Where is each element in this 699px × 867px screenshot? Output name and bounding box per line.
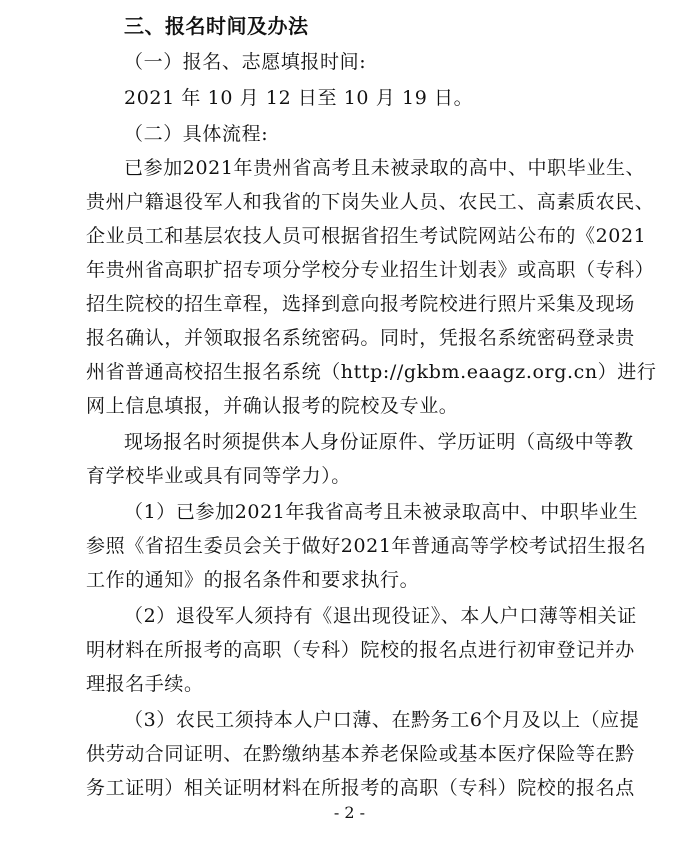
- paragraph-line: 供劳动合同证明、在黔缴纳基本养老保险或基本医疗保险等在黔: [86, 743, 635, 765]
- paragraph-line: 报名确认，并领取报名系统密码。同时，凭报名系统密码登录贵: [86, 327, 635, 349]
- paragraph-line: 网上信息填报，并确认报考的院校及专业。: [86, 395, 459, 417]
- paragraph-line: 已参加2021年贵州省高考且未被录取的高中、中职毕业生、: [124, 157, 646, 179]
- section-heading: 三、报名时间及办法: [124, 14, 309, 38]
- paragraph-line: 理报名手续。: [86, 673, 204, 695]
- paragraph-line: 年贵州省高职扩招专项分学校分专业招生计划表》或高职（专科）: [86, 259, 655, 281]
- paragraph-line: （1）已参加2021年我省高考且未被录取高中、中职毕业生: [124, 501, 639, 523]
- page-number: - 2 -: [333, 803, 366, 822]
- paragraph-line: 务工证明）相关证明材料在所报考的高职（专科）院校的报名点: [86, 777, 635, 799]
- subsection-title-1: （一）报名、志愿填报时间:: [124, 51, 367, 73]
- registration-date: 2021 年 10 月 12 日至 10 月 19 日。: [124, 87, 474, 109]
- paragraph-line: （2）退役军人须持有《退出现役证》、本人户口薄等相关证: [124, 605, 637, 627]
- paragraph-line: 现场报名时须提供本人身份证原件、学历证明（高级中等教: [124, 431, 634, 453]
- paragraph-line: 企业员工和基层农技人员可根据省招生考试院网站公布的《2021: [86, 225, 647, 247]
- paragraph-line: 招生院校的招生章程，选择到意向报考院校进行照片采集及现场: [86, 293, 635, 315]
- paragraph-line: 明材料在所报考的高职（专科）院校的报名点进行初审登记并办: [86, 639, 635, 661]
- paragraph-line: 贵州户籍退役军人和我省的下岗失业人员、农民工、高素质农民、: [86, 191, 655, 213]
- paragraph-line: 州省普通高校招生报名系统（http://gkbm.eaagz.org.cn）进行: [86, 361, 657, 383]
- paragraph-line: （3）农民工须持本人户口薄、在黔务工6个月及以上（应提: [124, 709, 640, 731]
- subsection-title-2: （二）具体流程:: [124, 123, 269, 145]
- paragraph-line: 工作的通知》的报名条件和要求执行。: [86, 569, 420, 591]
- paragraph-line: 参照《省招生委员会关于做好2021年普通高等学校考试招生报名: [86, 535, 647, 557]
- paragraph-line: 育学校毕业或具有同等学力）。: [86, 465, 351, 487]
